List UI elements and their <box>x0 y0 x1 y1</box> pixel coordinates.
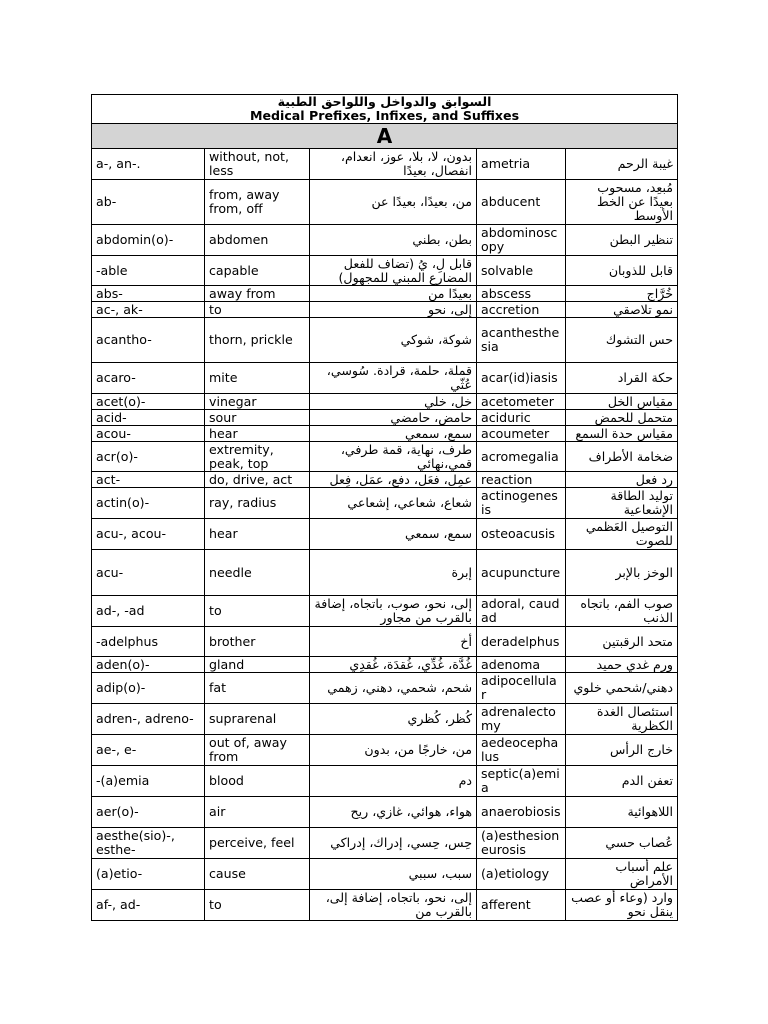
table-title <box>92 95 678 124</box>
example-arabic-cell: تعفن الدم <box>566 766 678 797</box>
table-row <box>92 410 678 426</box>
example-term-cell: (a)esthesioneurosis <box>477 828 566 859</box>
arabic-meaning-cell: أخ <box>310 627 477 657</box>
title-arabic: السوابق والدواخل واللواحق الطبية <box>277 94 492 109</box>
meaning-cell: gland <box>205 657 310 673</box>
affix-cell: ac-, ak- <box>92 302 205 318</box>
meaning-cell: without, not, less <box>205 149 310 180</box>
table-row <box>92 828 678 859</box>
meaning-cell: fat <box>205 673 310 704</box>
example-term-cell: accretion <box>477 302 566 318</box>
example-arabic-cell: علم أسباب الأمراض <box>566 859 678 890</box>
table-row <box>92 149 678 180</box>
table-row <box>92 766 678 797</box>
arabic-meaning-cell: حِس، حِسي، إدراك، إدراكي <box>310 828 477 859</box>
table-row <box>92 627 678 657</box>
example-term-cell: acromegalia <box>477 442 566 472</box>
table-row <box>92 363 678 394</box>
example-arabic-cell: غيبة الرحم <box>566 149 678 180</box>
example-arabic-cell: التوصيل العَظمي للصوت <box>566 519 678 550</box>
affix-cell: -(a)emia <box>92 766 205 797</box>
affix-cell: acou- <box>92 426 205 442</box>
title-row <box>92 95 678 124</box>
table-row <box>92 859 678 890</box>
arabic-meaning-cell: بعيدًا من <box>310 286 477 302</box>
example-arabic-cell: ضخامة الأطراف <box>566 442 678 472</box>
example-term-cell: ametria <box>477 149 566 180</box>
example-term-cell: reaction <box>477 472 566 488</box>
example-arabic-cell: استئصال الغدة الكظرية <box>566 704 678 735</box>
meaning-cell: suprarenal <box>205 704 310 735</box>
table-row <box>92 180 678 225</box>
arabic-meaning-cell: غُدَّة، غُدِّي، غُقدَة، غُقدِي <box>310 657 477 673</box>
example-arabic-cell: مقياس حدة السمع <box>566 426 678 442</box>
example-arabic-cell: خارج الرأس <box>566 735 678 766</box>
meaning-cell: blood <box>205 766 310 797</box>
example-term-cell: solvable <box>477 256 566 286</box>
example-term-cell: acetometer <box>477 394 566 410</box>
example-arabic-cell: اللاهوائية <box>566 797 678 828</box>
arabic-meaning-cell: خل، خلي <box>310 394 477 410</box>
meaning-cell: mite <box>205 363 310 394</box>
meaning-cell: away from <box>205 286 310 302</box>
example-term-cell: acar(id)iasis <box>477 363 566 394</box>
table-row <box>92 673 678 704</box>
meaning-cell: to <box>205 302 310 318</box>
arabic-meaning-cell: سمع، سمعي <box>310 426 477 442</box>
meaning-cell: abdomen <box>205 225 310 256</box>
affix-cell: aesthe(sio)-, esthe- <box>92 828 205 859</box>
example-arabic-cell: قابل للذوبان <box>566 256 678 286</box>
meaning-cell: do, drive, act <box>205 472 310 488</box>
example-arabic-cell: دهني/شحمي خلوي <box>566 673 678 704</box>
example-term-cell: abdominoscopy <box>477 225 566 256</box>
meaning-cell: brother <box>205 627 310 657</box>
table-row <box>92 394 678 410</box>
meaning-cell: to <box>205 890 310 921</box>
example-term-cell: (a)etiology <box>477 859 566 890</box>
affix-cell: acid- <box>92 410 205 426</box>
example-term-cell: actinogenesis <box>477 488 566 519</box>
affix-cell: ad-, -ad <box>92 596 205 627</box>
example-arabic-cell: نمو تلاصقي <box>566 302 678 318</box>
affix-cell: adip(o)- <box>92 673 205 704</box>
example-arabic-cell: ورم غدي حميد <box>566 657 678 673</box>
example-term-cell: septic(a)emia <box>477 766 566 797</box>
example-arabic-cell: توليد الطاقة الإشعاعية <box>566 488 678 519</box>
meaning-cell: thorn, prickle <box>205 318 310 363</box>
affix-cell: aden(o)- <box>92 657 205 673</box>
affix-cell: acantho- <box>92 318 205 363</box>
arabic-meaning-cell: بطن، بطني <box>310 225 477 256</box>
example-term-cell: afferent <box>477 890 566 921</box>
section-letter: A <box>92 124 678 149</box>
title-english: Medical Prefixes, Infixes, and Suffixes <box>249 108 520 123</box>
example-arabic-cell: متحد الرقبتين <box>566 627 678 657</box>
meaning-cell: out of, away from <box>205 735 310 766</box>
table-row <box>92 256 678 286</box>
example-arabic-cell: حس التشوك <box>566 318 678 363</box>
arabic-meaning-cell: من، خارجًا من، بدون <box>310 735 477 766</box>
table-row <box>92 488 678 519</box>
arabic-meaning-cell: إلى، نحو، صوب، باتجاه، إضافة بالقرب من مجاور <box>310 596 477 627</box>
table-row <box>92 704 678 735</box>
arabic-meaning-cell: بدون، لا، بلا، عوز، انعدام، انفصال، بعيدًا <box>310 149 477 180</box>
arabic-meaning-cell: شعاع، شعاعي، إشعاعي <box>310 488 477 519</box>
affix-cell: acaro- <box>92 363 205 394</box>
example-term-cell: osteoacusis <box>477 519 566 550</box>
affix-cell: acu- <box>92 550 205 596</box>
meaning-cell: sour <box>205 410 310 426</box>
example-term-cell: adoral, caudad <box>477 596 566 627</box>
table-row <box>92 426 678 442</box>
table-row <box>92 890 678 921</box>
example-arabic-cell: تنظير البطن <box>566 225 678 256</box>
meaning-cell: from, away from, off <box>205 180 310 225</box>
affix-cell: -able <box>92 256 205 286</box>
affix-cell: adren-, adreno- <box>92 704 205 735</box>
arabic-meaning-cell: عمِل، فعَل، دفع، عمَل، فِعل <box>310 472 477 488</box>
arabic-meaning-cell: شحم، شحمي، دهني، زهمي <box>310 673 477 704</box>
example-arabic-cell: مُبعِد، مسحوب بعيدًا عن الخط الأوسط <box>566 180 678 225</box>
affix-cell: af-, ad- <box>92 890 205 921</box>
arabic-meaning-cell: سبب، سببي <box>310 859 477 890</box>
meaning-cell: ray, radius <box>205 488 310 519</box>
example-term-cell: adenoma <box>477 657 566 673</box>
affix-cell: abdomin(o)- <box>92 225 205 256</box>
affix-cell: (a)etio- <box>92 859 205 890</box>
meaning-cell: hear <box>205 426 310 442</box>
table-row <box>92 302 678 318</box>
affix-cell: a-, an-. <box>92 149 205 180</box>
arabic-meaning-cell: إلى، نحو، باتجاه، إضافة إلى، بالقرب من <box>310 890 477 921</box>
arabic-meaning-cell: شوكة، شوكي <box>310 318 477 363</box>
example-arabic-cell: متحمل للحمض <box>566 410 678 426</box>
example-term-cell: acoumeter <box>477 426 566 442</box>
example-term-cell: deradelphus <box>477 627 566 657</box>
table-row <box>92 550 678 596</box>
arabic-meaning-cell: هواء، هوائي، غازي، ريح <box>310 797 477 828</box>
example-term-cell: adipocellular <box>477 673 566 704</box>
example-term-cell: adrenalectomy <box>477 704 566 735</box>
example-arabic-cell: الوخز بالإبر <box>566 550 678 596</box>
table-row <box>92 472 678 488</box>
affix-cell: abs- <box>92 286 205 302</box>
affix-cell: ae-, e- <box>92 735 205 766</box>
example-term-cell: acanthesthesia <box>477 318 566 363</box>
arabic-meaning-cell: إبرة <box>310 550 477 596</box>
table-row <box>92 519 678 550</box>
meaning-cell: needle <box>205 550 310 596</box>
arabic-meaning-cell: إلى، نحو <box>310 302 477 318</box>
example-term-cell: anaerobiosis <box>477 797 566 828</box>
arabic-meaning-cell: قابل لِ، يُ (تضاف للفعل المضارع المبني للمجهول) <box>310 256 477 286</box>
meaning-cell: to <box>205 596 310 627</box>
table-row <box>92 225 678 256</box>
example-arabic-cell: حكة القراد <box>566 363 678 394</box>
table-row <box>92 442 678 472</box>
affix-cell: act- <box>92 472 205 488</box>
table-row <box>92 657 678 673</box>
affix-cell: ab- <box>92 180 205 225</box>
arabic-meaning-cell: دم <box>310 766 477 797</box>
section-row <box>92 124 678 149</box>
meaning-cell: extremity, peak, top <box>205 442 310 472</box>
meaning-cell: capable <box>205 256 310 286</box>
arabic-meaning-cell: كُظر، كُظري <box>310 704 477 735</box>
prefix-table <box>91 94 678 921</box>
meaning-cell: perceive, feel <box>205 828 310 859</box>
affix-cell: -adelphus <box>92 627 205 657</box>
table-row <box>92 735 678 766</box>
example-arabic-cell: عُصاب حسي <box>566 828 678 859</box>
arabic-meaning-cell: قملة، حلمة، قرادة. سُوسي، عُثّي <box>310 363 477 394</box>
example-arabic-cell: وارد (وعاء أو عصب ينقل نحو <box>566 890 678 921</box>
affix-cell: acet(o)- <box>92 394 205 410</box>
meaning-cell: cause <box>205 859 310 890</box>
table-row <box>92 797 678 828</box>
example-term-cell: aciduric <box>477 410 566 426</box>
affix-cell: acu-, acou- <box>92 519 205 550</box>
example-term-cell: aedeocephalus <box>477 735 566 766</box>
arabic-meaning-cell: سمع، سمعي <box>310 519 477 550</box>
table-row <box>92 596 678 627</box>
example-arabic-cell: خُرَّاج <box>566 286 678 302</box>
arabic-meaning-cell: طرف، نهاية، قمة طرفي، قمي،نهائي <box>310 442 477 472</box>
table-row <box>92 318 678 363</box>
example-term-cell: acupuncture <box>477 550 566 596</box>
affix-cell: actin(o)- <box>92 488 205 519</box>
arabic-meaning-cell: من، بعيدًا، بعيدًا عن <box>310 180 477 225</box>
meaning-cell: hear <box>205 519 310 550</box>
affix-cell: aer(o)- <box>92 797 205 828</box>
affix-cell: acr(o)- <box>92 442 205 472</box>
example-arabic-cell: رد فعل <box>566 472 678 488</box>
example-arabic-cell: مقياس الخل <box>566 394 678 410</box>
arabic-meaning-cell: حامض، حامضي <box>310 410 477 426</box>
example-term-cell: abducent <box>477 180 566 225</box>
meaning-cell: vinegar <box>205 394 310 410</box>
example-term-cell: abscess <box>477 286 566 302</box>
meaning-cell: air <box>205 797 310 828</box>
example-arabic-cell: صوب الفم، باتجاه الذنب <box>566 596 678 627</box>
table-row <box>92 286 678 302</box>
